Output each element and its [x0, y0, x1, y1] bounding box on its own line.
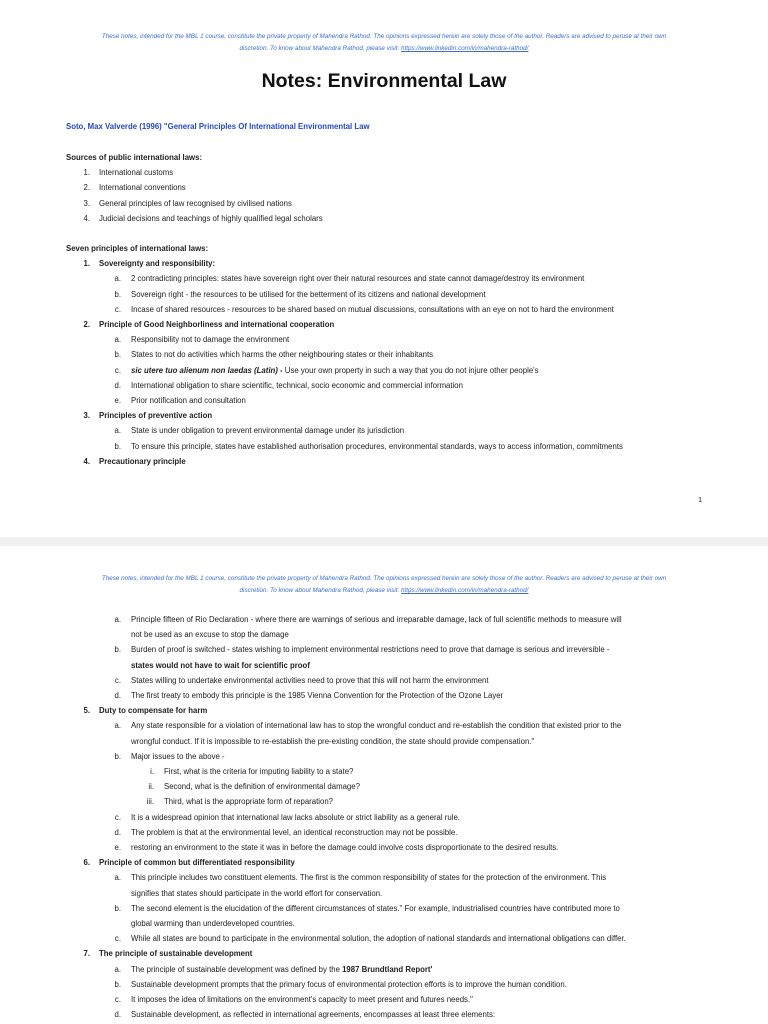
principle-heading: 4. Precautionary principle [83, 456, 186, 466]
list-item: c. While all states are bound to participate in the environmental solution, the adoption of national standards and international obligations can differ. [114, 934, 626, 944]
list-item: e. Prior notification and consultation [114, 396, 246, 406]
list-item: 4. Judicial decisions and teachings of highly qualified legal scholars [83, 213, 323, 223]
list-item: a. State is under obligation to prevent environmental damage under its jurisdiction [114, 426, 405, 436]
list-item: a. Principle fifteen of Rio Declaration - where there are warnings of serious and irreparable damage, lack of full scientific methods to measure will not be used as an excuse to stop the damage [114, 615, 622, 640]
list-item: 1. International customs [83, 168, 174, 178]
list-item: c. States willing to undertake environmental activities need to prove that this will not harm the environment [114, 675, 489, 685]
list-item: d. International obligation to share scientific, technical, socio economic and commercial information [114, 380, 463, 390]
principles-heading: Seven principles of international laws: [66, 244, 209, 254]
list-item: b. Sovereign right - the resources to be utilised for the betterment of its citizens and national development [114, 289, 486, 299]
principle-heading: 2. Principle of Good Neighborliness and international cooperation [83, 320, 335, 330]
list-item: 3. General principles of law recognised by civilised nations [83, 198, 292, 208]
list-item: a. This principle includes two constituent elements. The first is the common responsibility of states for the protection of the environment. This signifies that states should participate in the world effort for conservation. [114, 873, 607, 898]
page-1-content [66, 150, 716, 469]
principle-heading: 1. Sovereignty and responsibility: [83, 259, 216, 269]
list-item: a. 2 contradicting principles: states have sovereign right over their natural resources and state cannot damage/destroy its environment [114, 274, 585, 284]
list-item: b. Sustainable development prompts that the primary focus of environmental protection efforts is to improve the human condition. [114, 979, 567, 989]
list-item: 2. International conventions [83, 183, 186, 193]
list-item: b. To ensure this principle, states have established authorisation procedures, environmental standards, ways to access information, commitments [114, 441, 623, 451]
document-page-2 [0, 546, 768, 1024]
list-item: c. sic utere tuo alienum non laedas (Latin) - Use your own property in such a way that you do not injure other people's [114, 365, 539, 375]
list-item: c. It imposes the idea of limitations on the environment's capacity to meet present and futures needs." [114, 995, 473, 1005]
page-title: Notes: Environmental Law [261, 70, 507, 92]
list-item: b. Burden of proof is switched - states wishing to implement environmental restrictions need to prove that damage is serious and irreversible - states would not have to wait for scientific proof [114, 645, 610, 670]
list-item: b. The second element is the elucidation of the different circumstances of states." For example, industrialised countries have contributed more to global warming than underdeveloped countries. [114, 903, 620, 929]
list-item: ii. Second, what is the definition of environmental damage? [148, 782, 360, 792]
principle-heading: 6. Principle of common but differentiated responsibility [83, 858, 295, 868]
citation: Soto, Max Valverde (1996) "General Principles Of International Environmental Law [66, 122, 370, 131]
disclaimer-header: These notes, intended for the MBL 1 course, constitute the private property of Mahendra Rathod. The opinions expressed herein are solely those of the author. Readers are advised to peruse at their own discretion. To know about Mahendra Rathod, please visit: https://www.linkedin.com/in/mahendra-rathod/ [101, 575, 667, 594]
list-item: a. The principle of sustainable development was defined by the 1987 Brundtland Report' [114, 964, 433, 974]
principle-heading: 5. Duty to compensate for harm [83, 706, 208, 716]
linkedin-link[interactable]: https://www.linkedin.com/in/mahendra-rathod/ [401, 45, 529, 52]
sources-heading: Sources of public international laws: [66, 153, 203, 162]
principle-heading: 7. The principle of sustainable development [83, 949, 253, 959]
list-item: i. First, what is the criteria for imputing liability to a state? [150, 767, 354, 777]
list-item: d. The first treaty to embody this principle is the 1985 Vienna Convention for the Protection of the Ozone Layer [114, 691, 504, 701]
list-item: e. restoring an environment to the state it was in before the damage could involve costs disproportionate to the desired results. [114, 843, 559, 853]
list-item: b. States to not do activities which harms the other neighbouring states or their inhabitants [114, 350, 434, 360]
principle-heading: 3. Principles of preventive action [83, 411, 213, 421]
page-number: 1 [698, 495, 703, 504]
list-item: c. It is a widespread opinion that international law lacks absolute or strict liability as a general rule. [114, 812, 460, 822]
list-item: b. Major issues to the above - [114, 751, 225, 761]
disclaimer-header: These notes, intended for the MBL 1 course, constitute the private property of Mahendra Rathod. The opinions expressed herein are solely those of the author. Readers are advised to peruse at their own discretion. To know about Mahendra Rathod, please visit: https://www.linkedin.com/in/mahendra-rathod/ [101, 33, 667, 52]
list-item: a. Any state responsible for a violation of international law has to stop the wrongful conduct and re-establish the condition that existed prior to the wrongful conduct. If it is impossible to re-establish the pre-existing condition, the state should provide compensation." [114, 721, 622, 746]
list-item: c. Incase of shared resources - resources to be shared based on mutual discussions, consultations with an eye on not to hard the environment [114, 304, 614, 314]
list-item: a. Responsibility not to damage the environment [114, 335, 290, 345]
list-item: iii. Third, what is the appropriate form of reparation? [146, 797, 334, 807]
page-2-content [66, 612, 716, 1022]
list-item: d. Sustainable development, as reflected in international agreements, encompasses at least three elements: [114, 1010, 496, 1020]
list-item: d. The problem is that at the environmental level, an identical reconstruction may not be possible. [114, 827, 458, 837]
linkedin-link[interactable]: https://www.linkedin.com/in/mahendra-rathod/ [401, 587, 529, 594]
